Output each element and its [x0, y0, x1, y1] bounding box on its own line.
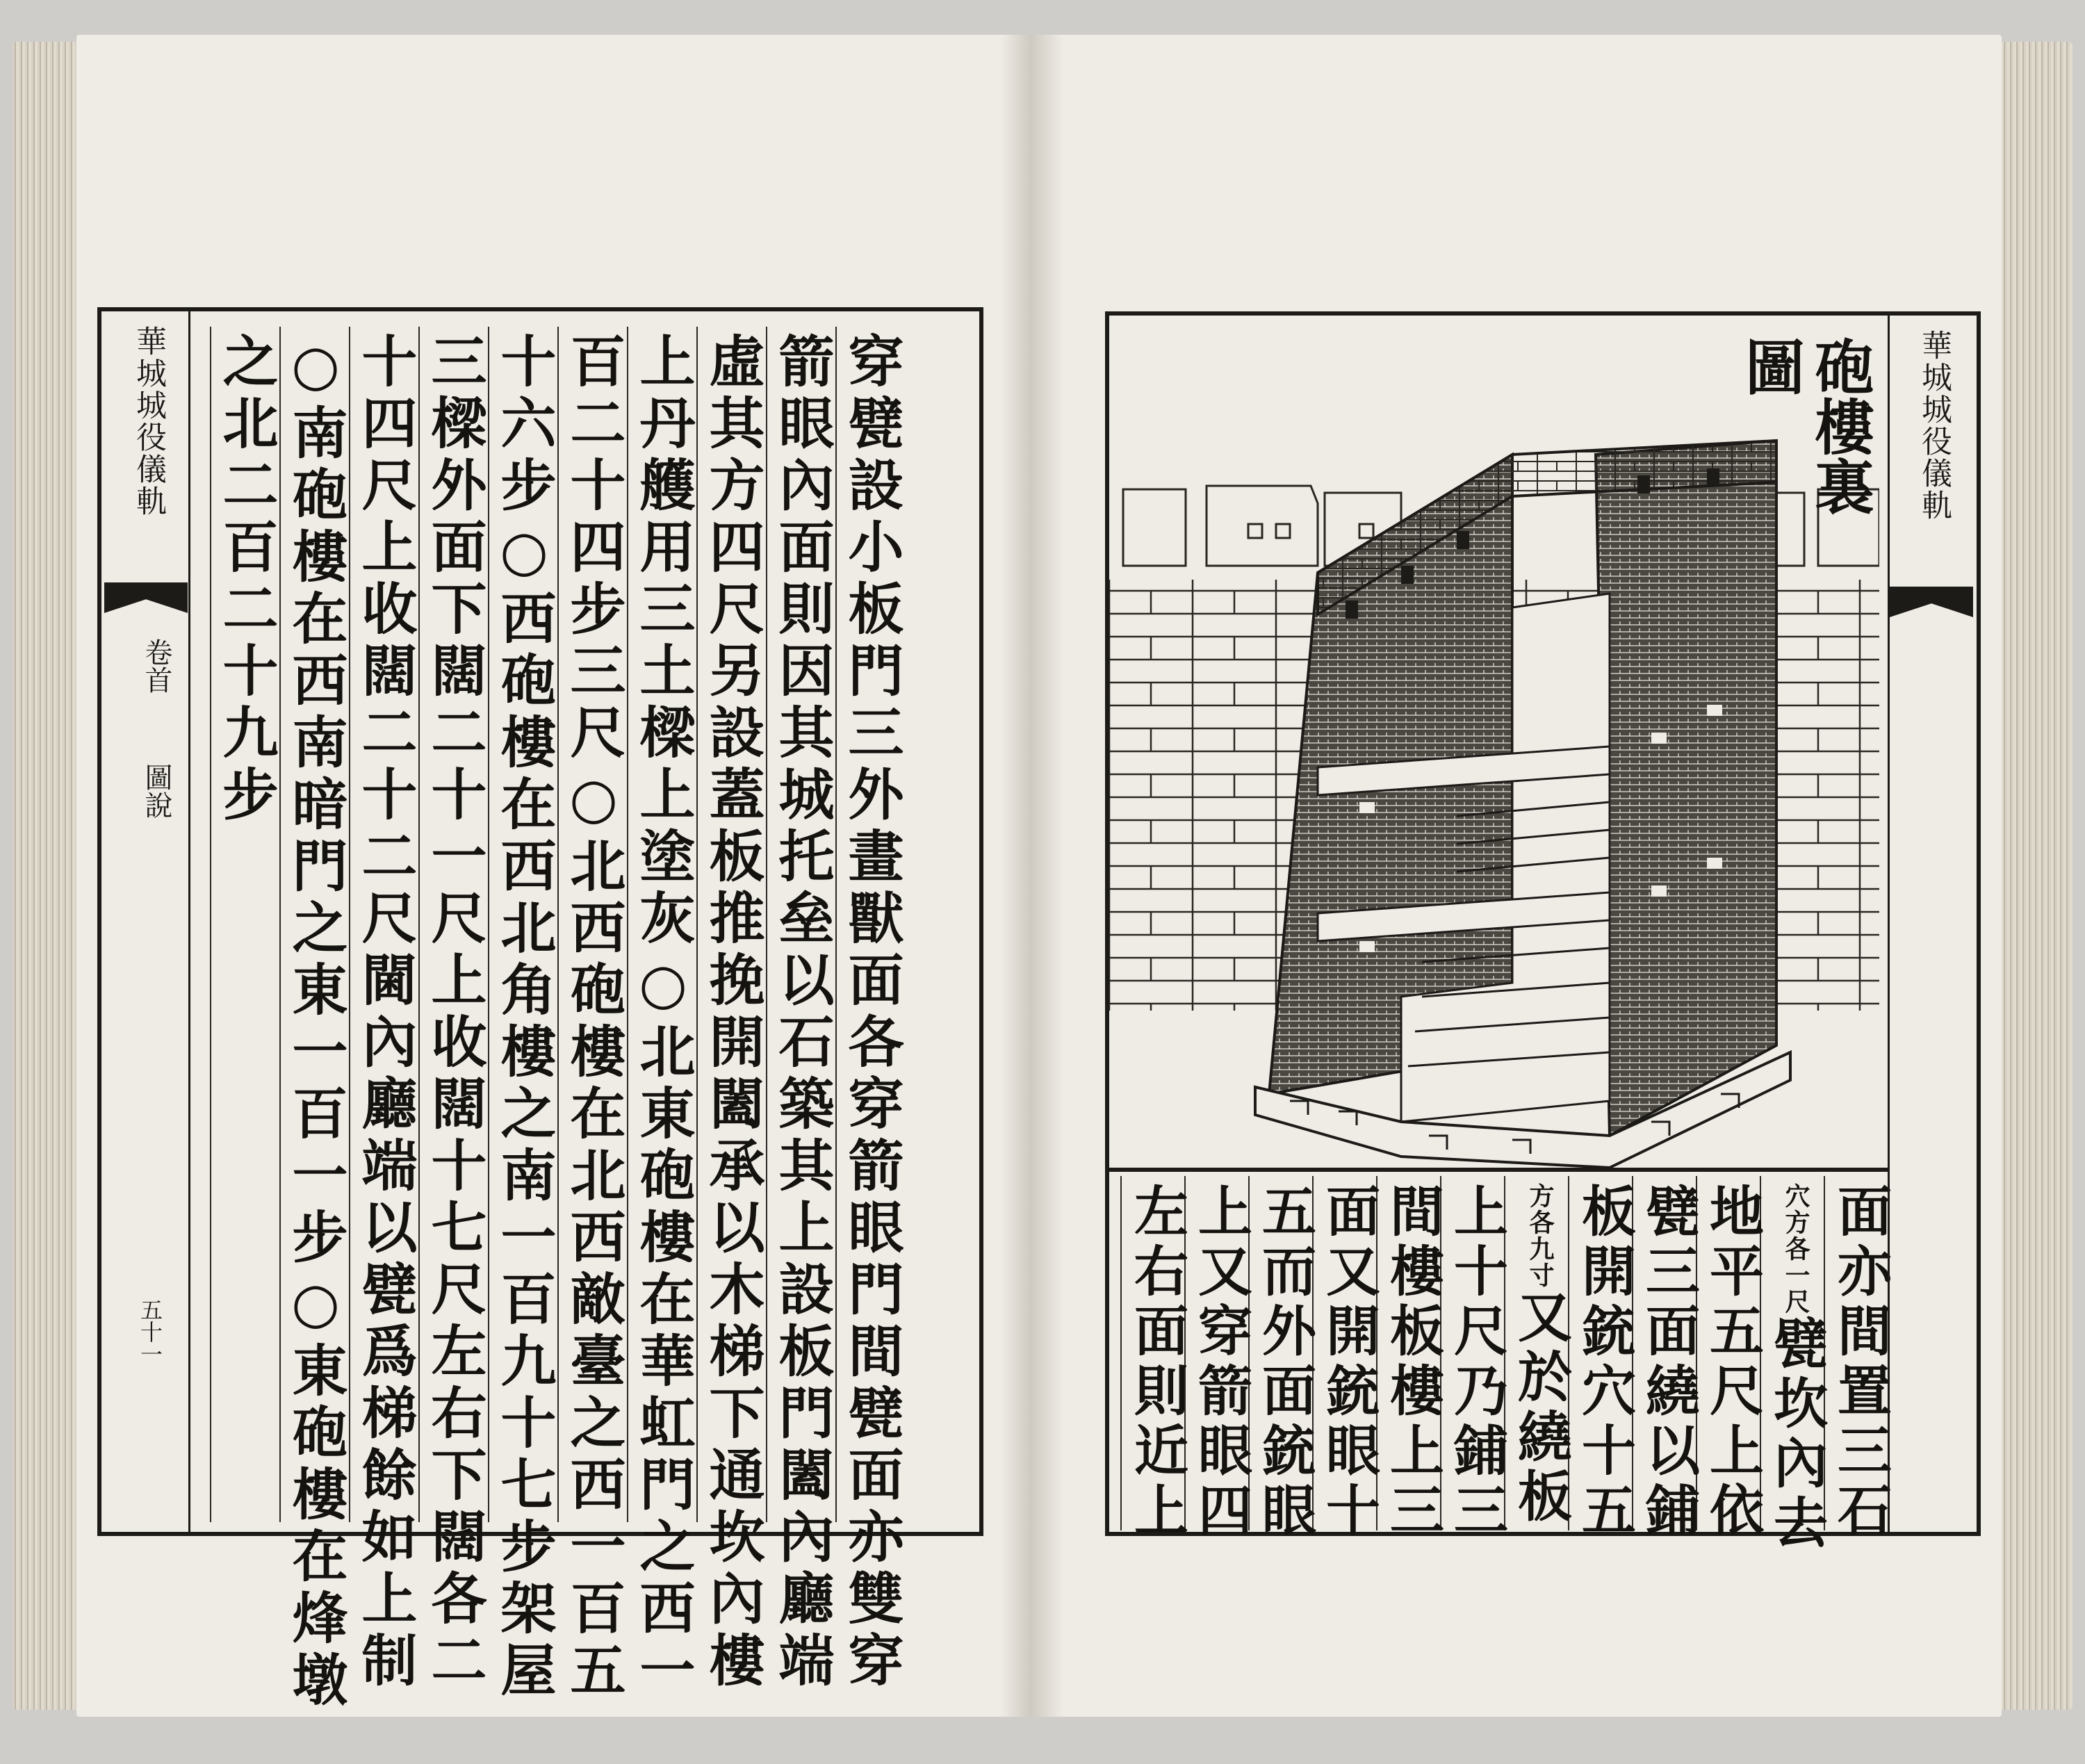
note-text: 地平五尺上依 [1701, 1183, 1764, 1542]
page-number: 五十一 [137, 1298, 163, 1365]
note-column [1120, 1176, 1188, 1542]
note-column [1248, 1176, 1316, 1542]
interlinear-note: 穴方各一尺 [1781, 1183, 1810, 1315]
right-page-frame [1105, 311, 1981, 1554]
note-main-text: 甓坎內去 [1765, 1315, 1828, 1554]
note-text: 面亦間置三石 [1829, 1183, 1892, 1542]
text-column [488, 327, 557, 1703]
text-column [766, 327, 835, 1693]
text-column [279, 327, 349, 1713]
illustration-panel [1109, 316, 1888, 1172]
text-column [835, 327, 905, 1693]
note-column [1824, 1176, 1892, 1542]
volume-label: 卷首 [140, 638, 172, 694]
left-page-frame [97, 307, 983, 1713]
note-text: 五而外面銃眼 [1253, 1183, 1316, 1542]
gun-tower-illustration [1109, 316, 1879, 1168]
note-column [1696, 1176, 1764, 1542]
column-text: 十六步○西砲樓在西北角樓之南一百九十七步架屋 [491, 332, 557, 1703]
column-text: 之北二百二十九步 [213, 332, 279, 827]
note-text: 左右面則近上 [1125, 1183, 1188, 1542]
text-column [627, 327, 696, 1703]
book-title-label: 華城城役儀軌 [131, 325, 166, 517]
note-column [1632, 1176, 1700, 1542]
column-text: 十四尺上收闊二十二尺閫內廳端以甓爲梯餘如上制 [352, 332, 418, 1693]
column-text: 三樑外面下闊二十一尺上收闊十七尺左右下闊各二 [422, 332, 487, 1693]
text-column [210, 327, 279, 1522]
interlinear-note: 方各九寸 [1526, 1183, 1555, 1289]
book-gutter [1001, 35, 1063, 1717]
text-column [418, 327, 488, 1693]
note-text: 板開銃穴十五 [1573, 1183, 1636, 1542]
note-text [1505, 1183, 1573, 1528]
note-column [1184, 1176, 1252, 1542]
column-text: 箭眼內面則因其城托垒以石築其上設板門闔內廳端 [769, 332, 835, 1693]
note-text: 間樓板樓上三 [1381, 1183, 1444, 1542]
text-column [349, 327, 418, 1693]
text-column [696, 327, 766, 1693]
note-column [1312, 1176, 1380, 1542]
note-main-text: 又於繞板 [1509, 1289, 1572, 1528]
annotation-text-panel [1109, 1172, 1892, 1554]
section-label: 圖說 [140, 763, 172, 819]
text-column [557, 327, 627, 1703]
book-title-label-right: 華城城役儀軌 [1916, 329, 1952, 521]
fishtail-mark-right [1890, 587, 1973, 617]
centre-column-left [104, 311, 190, 1532]
note-column [1440, 1176, 1508, 1542]
centre-column-right [1888, 316, 1974, 1532]
note-text: 面又開銃眼十 [1317, 1183, 1380, 1542]
note-column [1376, 1176, 1444, 1542]
note-column [1760, 1176, 1828, 1554]
note-text: 上十尺乃鋪三 [1445, 1183, 1508, 1542]
note-column [1568, 1176, 1636, 1542]
column-text: 虛其方四尺另設蓋板推挽開闔承以木梯下通坎內樓 [700, 332, 765, 1693]
column-text: 上丹艧用三土樑上塗灰○北東砲樓在華虹門之西一 [630, 332, 696, 1703]
note-text: 上又穿箭眼四 [1189, 1183, 1252, 1542]
column-text: ○南砲樓在西南暗門之東一百一步○東砲樓在烽墩 [283, 332, 348, 1713]
note-column [1504, 1176, 1572, 1530]
note-text [1761, 1183, 1829, 1554]
fishtail-mark [104, 582, 188, 613]
column-text: 穿甓設小板門三外畫獸面各穿箭眼門間甓面亦雙穿 [839, 332, 904, 1693]
column-text: 百二十四步三尺○北西砲樓在北西敵臺之西一百五 [561, 332, 626, 1703]
illustration-title: 砲樓裏圖 [1735, 336, 1874, 516]
note-text: 甓三面繞以鋪 [1637, 1183, 1700, 1542]
